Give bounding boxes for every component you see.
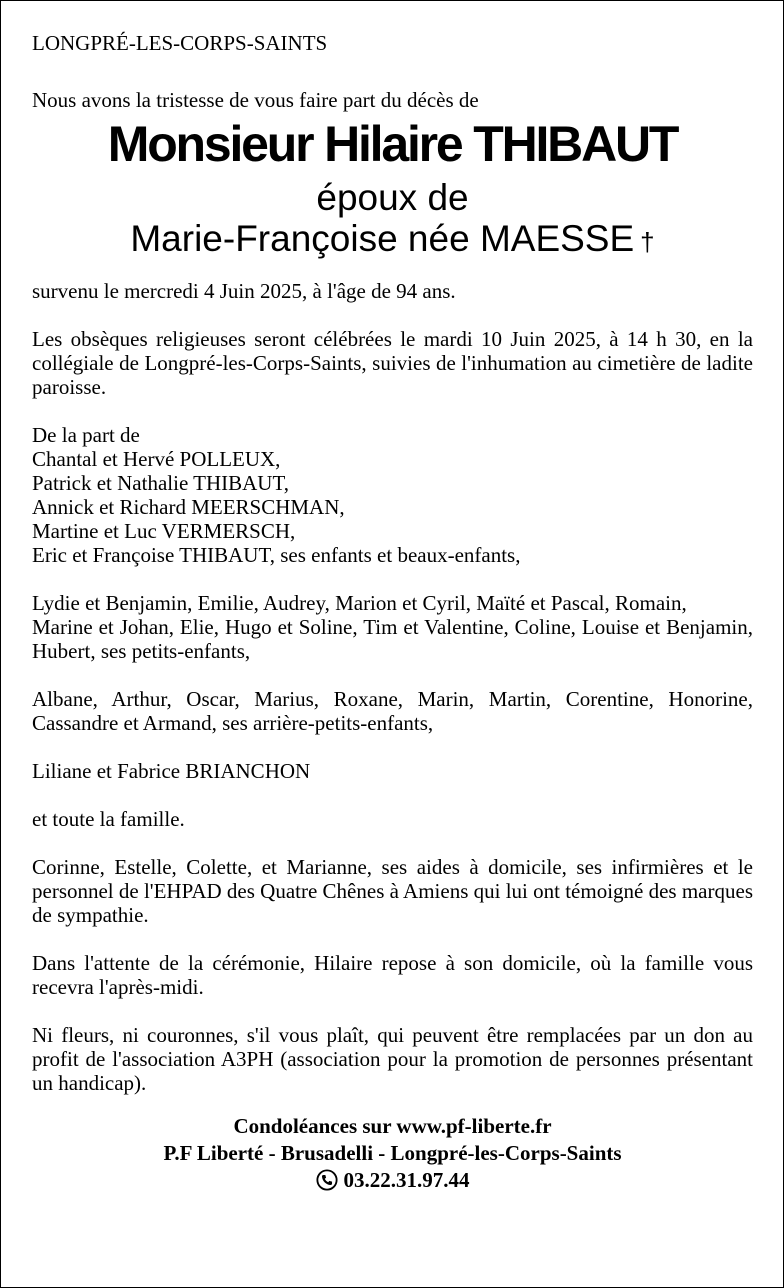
- condolences-line: Condoléances sur www.pf-liberte.fr: [233, 1114, 552, 1138]
- other-family: Liliane et Fabrice BRIANCHON: [32, 759, 311, 783]
- spouse-line: [32, 218, 753, 263]
- spouse-label: époux de: [316, 177, 469, 218]
- footer: [32, 1113, 753, 1194]
- child-line: Martine et Luc VERMERSCH,: [32, 519, 296, 543]
- cross-icon: †: [640, 227, 655, 257]
- deceased-name: Monsieur Hilaire THIBAUT: [107, 116, 678, 172]
- child-line: Eric et Françoise THIBAUT, ses enfants et beaux-enfants,: [32, 543, 521, 567]
- child-line: Chantal et Hervé POLLEUX,: [32, 447, 281, 471]
- location-heading: LONGPRÉ-LES-CORPS-SAINTS: [32, 31, 328, 55]
- great-grandchildren: Albane, Arthur, Oscar, Marius, Roxane, Marin, Martin, Corentine, Honorine, Cassandre et Armand, ses arrière-petits-enfants,: [32, 687, 753, 735]
- flowers-paragraph: Ni fleurs, ni couronnes, s'il vous plaît, qui peuvent être remplacées par un don au profit de l'association A3PH (association pour la promotion de personnes présentant un handicap).: [32, 1023, 753, 1095]
- grandchildren-line: Marine et Johan, Elie, Hugo et Soline, Tim et Valentine, Coline, Louise et Benjamin, Hubert, ses petits-enfants,: [32, 615, 753, 663]
- intro-text: Nous avons la tristesse de vous faire part du décès de: [32, 88, 479, 112]
- rest-paragraph: Dans l'attente de la cérémonie, Hilaire repose à son domicile, où la famille vous recevra l'après-midi.: [32, 951, 753, 999]
- grandchildren-line: Lydie et Benjamin, Emilie, Audrey, Marion et Cyril, Maïté et Pascal, Romain,: [32, 591, 687, 615]
- phone-icon: [316, 1169, 338, 1191]
- funeral-info: Les obsèques religieuses seront célébrées le mardi 10 Juin 2025, à 14 h 30, en la collégiale de Longpré-les-Corps-Saints, suivies de l'inhumation au cimetière de ladite paroisse.: [32, 327, 753, 399]
- from-label: De la part de: [32, 423, 140, 447]
- phone-line: [32, 1167, 753, 1194]
- funeral-home: P.F Liberté - Brusadelli - Longpré-les-Corps-Saints: [163, 1141, 622, 1165]
- spouse-name: Marie-Françoise née MAESSE: [130, 218, 635, 259]
- death-info: survenu le mercredi 4 Juin 2025, à l'âge de 94 ans.: [32, 279, 456, 303]
- thanks-paragraph: Corinne, Estelle, Colette, et Marianne, ses aides à domicile, ses infirmières et le personnel de l'EHPAD des Quatre Chênes à Amiens qui lui ont témoigné des marques de sympathie.: [32, 855, 753, 927]
- child-line: Annick et Richard MEERSCHMAN,: [32, 495, 345, 519]
- phone-number: 03.22.31.97.44: [343, 1168, 470, 1192]
- child-line: Patrick et Nathalie THIBAUT,: [32, 471, 289, 495]
- whole-family: et toute la famille.: [32, 807, 185, 831]
- notice-body: [32, 31, 753, 1194]
